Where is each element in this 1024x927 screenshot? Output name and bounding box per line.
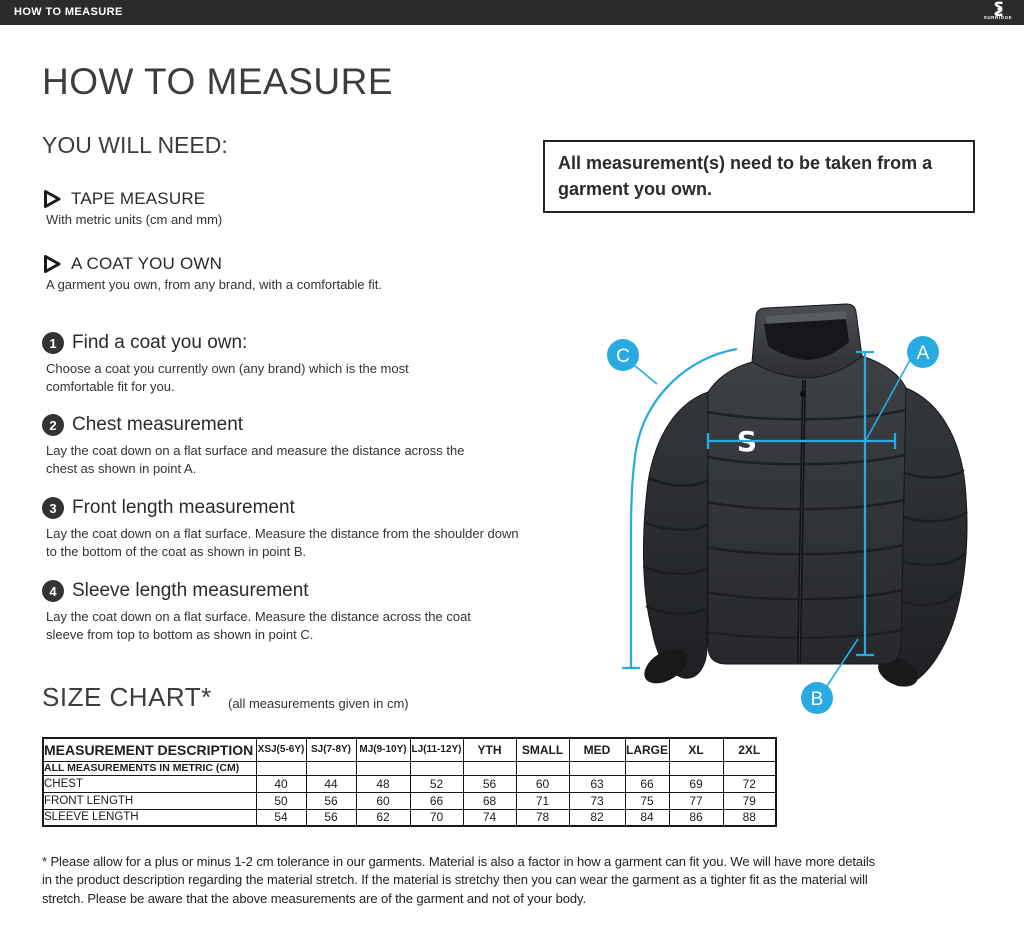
surridge-s-icon <box>990 1 1006 16</box>
column-header: MJ(9-10Y) <box>356 738 410 761</box>
top-bar <box>0 0 1024 25</box>
brand-logo <box>978 1 1018 20</box>
size-value: 72 <box>723 775 776 792</box>
triangle-bullet-icon <box>42 189 62 209</box>
size-value: 62 <box>356 809 410 826</box>
size-chart-body <box>43 738 776 826</box>
triangle-bullet-icon <box>42 254 62 274</box>
size-chart-table <box>42 737 777 827</box>
jacket-zipper-pull <box>800 391 806 397</box>
need-title: A COAT YOU OWN <box>71 254 223 273</box>
size-value: 40 <box>256 775 306 792</box>
column-header: MEASUREMENT DESCRIPTION <box>43 738 256 761</box>
size-value: 88 <box>723 809 776 826</box>
size-value: 68 <box>463 792 516 809</box>
size-value: 79 <box>723 792 776 809</box>
top-bar-title: HOW TO MEASURE <box>14 6 123 18</box>
size-value: 86 <box>669 809 723 826</box>
column-header: SMALL <box>516 738 569 761</box>
column-header: LJ(11-12Y) <box>410 738 463 761</box>
size-value: 44 <box>306 775 356 792</box>
metric-note-cell: ALL MEASUREMENTS IN METRIC (CM) <box>43 761 256 775</box>
you-will-need-heading: YOU WILL NEED: <box>42 132 228 158</box>
empty-cell <box>356 761 410 775</box>
column-header: MED <box>569 738 625 761</box>
measurement-label: FRONT LENGTH <box>43 792 256 809</box>
step-find-coat <box>42 332 431 396</box>
size-value: 66 <box>625 775 669 792</box>
size-value: 69 <box>669 775 723 792</box>
size-value: 48 <box>356 775 410 792</box>
size-value: 52 <box>410 775 463 792</box>
step-description: Choose a coat you currently own (any brand) which is the most comfortable fit for you. <box>46 361 409 395</box>
empty-cell <box>516 761 569 775</box>
need-title: TAPE MEASURE <box>71 189 206 208</box>
size-chart-row <box>43 775 776 792</box>
page-title: HOW TO MEASURE <box>42 61 394 102</box>
size-value: 50 <box>256 792 306 809</box>
step-number-badge: 4 <box>42 580 64 602</box>
size-chart-header-row <box>43 738 776 761</box>
step-description: Lay the coat down on a flat surface. Measure the distance across the coat sleeve from top to bottom as shown in point C. <box>46 609 471 643</box>
size-value: 77 <box>669 792 723 809</box>
step-number-badge: 2 <box>42 414 64 436</box>
size-value: 56 <box>306 792 356 809</box>
measurement-note-box: All measurement(s) need to be taken from a garment you own. <box>543 140 975 213</box>
size-value: 74 <box>463 809 516 826</box>
step-title: Front length measurement <box>72 497 295 518</box>
size-chart-row <box>43 809 776 826</box>
measurement-label: CHEST <box>43 775 256 792</box>
tolerance-footnote: * Please allow for a plus or minus 1-2 cm tolerance in our garments. Material is also a factor in how a garment can fit you. We will have more details in the product description regarding the material stretch. If the material is stretchy then you can wear the garment as a tighter fit as the material will stretch. Please be aware that the above measurements are of the garment and not of your body. <box>42 854 876 906</box>
size-chart-row <box>43 792 776 809</box>
size-value: 60 <box>516 775 569 792</box>
need-desc: With metric units (cm and mm) <box>46 212 223 227</box>
jacket-left-sleeve <box>643 392 708 678</box>
column-header: XSJ(5-6Y) <box>256 738 306 761</box>
size-chart-heading: SIZE CHART* <box>42 682 212 712</box>
size-value: 71 <box>516 792 569 809</box>
step-description: Lay the coat down on a flat surface. Measure the distance from the shoulder down to the bottom of the coat as shown in point B. <box>46 526 519 560</box>
empty-cell <box>669 761 723 775</box>
size-value: 56 <box>463 775 516 792</box>
measurement-label: SLEEVE LENGTH <box>43 809 256 826</box>
empty-cell <box>410 761 463 775</box>
callout-a-label: A <box>916 343 930 364</box>
size-value: 60 <box>356 792 410 809</box>
size-value: 70 <box>410 809 463 826</box>
callout-b-label: B <box>810 689 824 710</box>
size-value: 73 <box>569 792 625 809</box>
size-value: 75 <box>625 792 669 809</box>
empty-cell <box>723 761 776 775</box>
brand-name: SURRIDGE <box>983 15 1013 20</box>
step-sleeve-length-measurement <box>42 580 478 644</box>
size-value: 63 <box>569 775 625 792</box>
empty-cell <box>569 761 625 775</box>
jacket-chest-logo: S <box>736 425 758 458</box>
column-header: XL <box>669 738 723 761</box>
column-header: SJ(7-8Y) <box>306 738 356 761</box>
step-chest-measurement <box>42 414 471 478</box>
size-value: 78 <box>516 809 569 826</box>
step-title: Find a coat you own: <box>72 332 248 353</box>
callout-c-leader <box>634 365 657 384</box>
size-value: 54 <box>256 809 306 826</box>
size-value: 82 <box>569 809 625 826</box>
callout-c-label: C <box>616 346 630 367</box>
empty-cell <box>306 761 356 775</box>
column-header: LARGE <box>625 738 669 761</box>
jacket-measurement-diagram <box>600 300 1020 730</box>
need-item-tape-measure <box>42 189 522 227</box>
need-desc: A garment you own, from any brand, with a comfortable fit. <box>46 277 382 292</box>
step-number-badge: 1 <box>42 332 64 354</box>
empty-cell <box>463 761 516 775</box>
column-header: YTH <box>463 738 516 761</box>
step-front-length-measurement <box>42 497 521 561</box>
size-value: 56 <box>306 809 356 826</box>
step-title: Sleeve length measurement <box>72 580 309 601</box>
step-title: Chest measurement <box>72 414 244 435</box>
empty-cell <box>256 761 306 775</box>
size-value: 84 <box>625 809 669 826</box>
need-item-coat <box>42 254 522 292</box>
size-chart-subheading: (all measurements given in cm) <box>228 696 409 711</box>
jacket-illustration <box>600 300 1020 730</box>
empty-cell <box>625 761 669 775</box>
column-header: 2XL <box>723 738 776 761</box>
step-number-badge: 3 <box>42 497 64 519</box>
metric-note-row <box>43 761 776 775</box>
step-description: Lay the coat down on a flat surface and measure the distance across the chest as shown in point A. <box>46 443 465 477</box>
size-value: 66 <box>410 792 463 809</box>
